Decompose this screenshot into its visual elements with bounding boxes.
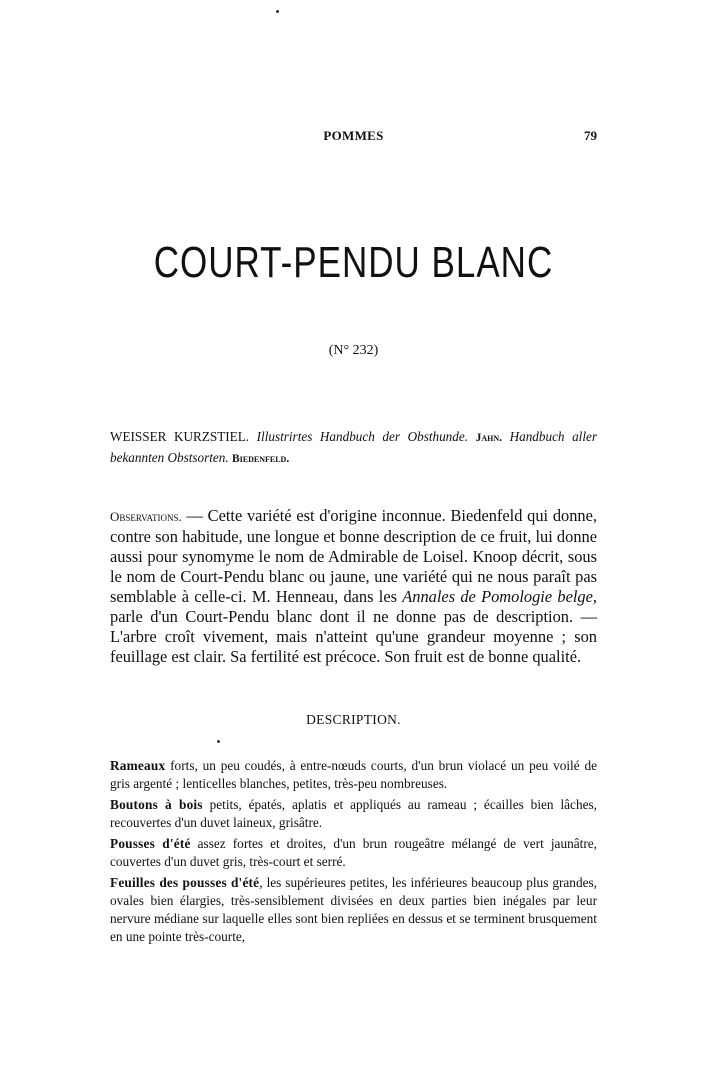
description-text: petits, épatés, aplatis et appliqués au rameau ; écailles bien lâches, recouvertes d'un duvet laineux, grisâtre. bbox=[110, 797, 597, 830]
observations-italic: Annales de Pomologie belge bbox=[402, 587, 593, 606]
print-speck bbox=[217, 740, 220, 743]
synonym-source-1: Illustrirtes Handbuch der Obsthunde. bbox=[256, 429, 469, 444]
print-speck bbox=[276, 10, 279, 13]
running-head bbox=[110, 128, 597, 148]
variety-title: COURT-PENDU BLANC bbox=[153, 238, 554, 287]
running-title: POMMES bbox=[323, 128, 384, 143]
observations-text-1: — Cette variété est d'origine inconnue. Biedenfeld qui donne, contre son habitude, une longue et bonne description de ce fruit, lui donne aussi pour synomyme le nom de Admirable de Loisel. Knoop décrit, sous le nom de Court-Pendu blanc ou jaune, une variété qui ne nous paraît pas semblable à celle-ci. M. Henneau, dans les bbox=[110, 506, 597, 606]
description-term: Boutons à bois bbox=[110, 797, 203, 812]
description-term: Rameaux bbox=[110, 758, 166, 773]
synonym-author-1: Jahn. bbox=[475, 432, 502, 444]
description-text: , les supérieures petites, les inférieures beaucoup plus grandes, ovales bien élargies, très-sensiblement divisées en deux parties bien inégales par leur nervure médiane sur laquelle elles sont bien repliées en dessus et se terminent brusquement en une pointe très-courte, bbox=[110, 875, 597, 944]
description-item bbox=[110, 757, 597, 793]
description-item bbox=[110, 796, 597, 832]
description-item bbox=[110, 835, 597, 871]
synonym-reference bbox=[110, 427, 597, 469]
observations-lead: Observations. bbox=[110, 509, 182, 524]
synonym-name: WEISSER KURZSTIEL. bbox=[110, 429, 250, 444]
description-text: forts, un peu coudés, à entre-nœuds courts, d'un brun violacé un peu voilé de gris argenté ; lenticelles blanches, petites, très-peu nombreuses. bbox=[110, 758, 597, 791]
variety-number: (N° 232) bbox=[328, 343, 379, 358]
description-heading: DESCRIPTION. bbox=[306, 712, 401, 727]
description-body bbox=[110, 757, 597, 949]
description-term: Feuilles des pousses d'été bbox=[110, 875, 260, 890]
synonym-author-2: Biedenfeld. bbox=[231, 453, 290, 465]
observations-text-2: , parle d'un Court-Pendu blanc dont il ne donne pas de description. — L'arbre croît vivement, mais n'atteint qu'une grandeur moyenne ; son feuillage est clair. Sa fertilité est précoce. Son fruit est de bonne qualité. bbox=[110, 587, 597, 666]
observations-paragraph bbox=[110, 506, 597, 667]
page-number: 79 bbox=[584, 128, 597, 143]
description-text: assez fortes et droites, d'un brun rougeâtre mélangé de vert jaunâtre, couvertes d'un duvet gris, très-court et serré. bbox=[110, 836, 597, 869]
synonym-source-2: Handbuch aller bekannten Obstsorten. bbox=[110, 429, 597, 465]
description-term: Pousses d'été bbox=[110, 836, 191, 851]
description-item bbox=[110, 874, 597, 946]
